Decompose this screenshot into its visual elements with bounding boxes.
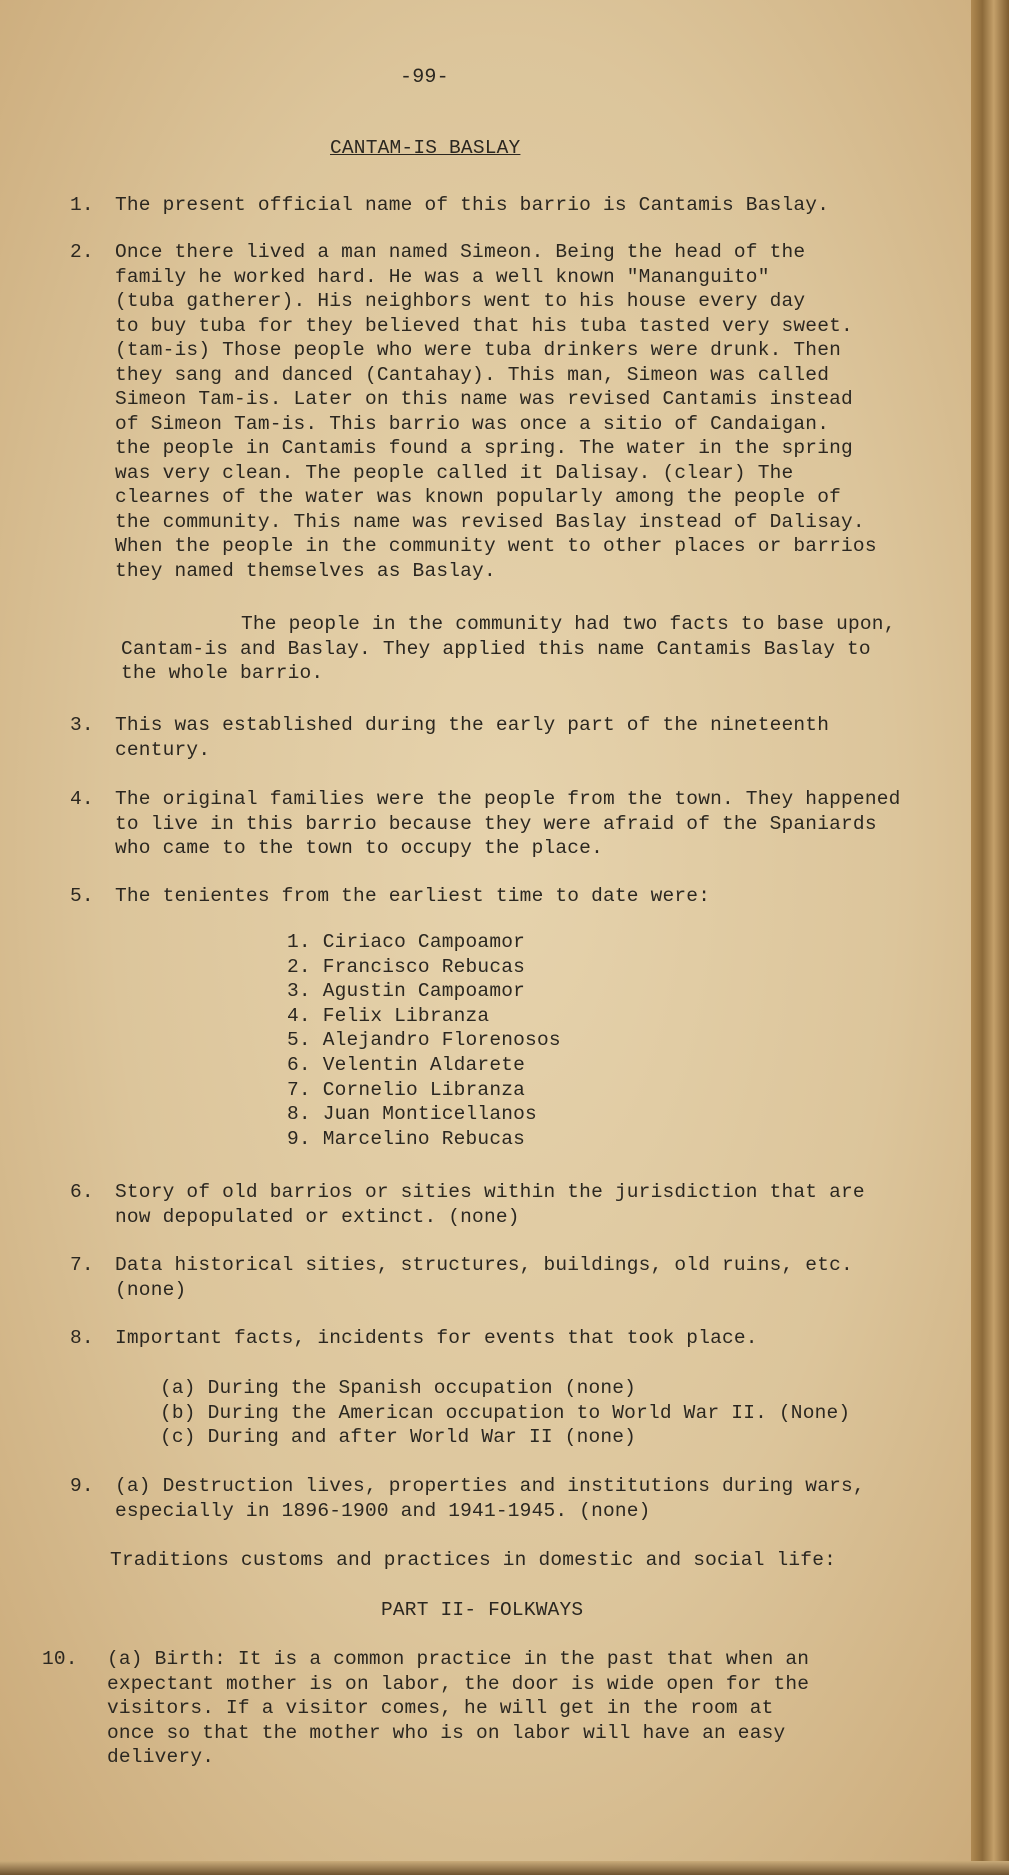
traditions-line: Traditions customs and practices in domestic and social life: <box>110 1549 837 1571</box>
teniente-entry: 2. Francisco Rebucas <box>287 955 526 978</box>
item-text: The original families were the people from the town. They happened to live in this barrio because they were afraid of the Spaniards who came to the town to occupy the place. <box>115 788 901 859</box>
item-number: 4. <box>70 788 94 810</box>
book-spine <box>971 0 1009 1875</box>
item-text: (a) Destruction lives, properties and institutions during wars, especially in 1896-1900 and 1941-1945. (none) <box>115 1475 865 1522</box>
teniente-entry: 7. Cornelio Libranza <box>287 1078 526 1101</box>
part-heading: PART II- FOLKWAYS <box>381 1599 584 1621</box>
page-bottom-edge <box>0 1861 1009 1875</box>
item-text: Data historical sities, structures, buildings, old ruins, etc. (none) <box>115 1254 853 1301</box>
item-number: 10. <box>42 1648 78 1670</box>
teniente-entry: 5. Alejandro Florenosos <box>287 1029 561 1052</box>
item-text: The tenientes from the earliest time to date were: <box>115 885 711 907</box>
item-text: (a) Birth: It is a common practice in the past that when an expectant mother is on labor, the door is wide open for the visitors. If a visitor comes, he will get in the room at once so that the mother who is on labor will have an easy delivery. <box>107 1648 810 1768</box>
teniente-entry: 1. Ciriaco Campoamor <box>287 931 526 953</box>
item-8-subitems: (a) During the Spanish occupation (none) (b) During the American occupation to World War II. (None) (c) During and after World War II (none) <box>160 1377 851 1448</box>
teniente-entry: 9. Marcelino Rebucas <box>287 1127 526 1150</box>
teniente-entry: 4. Felix Libranza <box>287 1004 490 1027</box>
page-title: CANTAM-IS BASLAY <box>330 137 521 159</box>
teniente-entry: 6. Velentin Aldarete <box>287 1053 526 1076</box>
item-number: 2. <box>70 241 94 263</box>
item-text: This was established during the early part of the nineteenth century. <box>115 714 830 761</box>
item-number: 8. <box>70 1327 94 1349</box>
item-text: Story of old barrios or sities within the jurisdiction that are now depopulated or extinct. (none) <box>115 1181 865 1228</box>
item-text: Once there lived a man named Simeon. Being the head of the family he worked hard. He was a well known "Mananguito" (tuba gatherer). His neighbors went to his house every day to buy tuba for they believed that his tuba tasted very sweet. (tam-is) Those people who were tuba drinkers were drunk. Then they sang and danced (Cantahay). This man, Simeon was called Simeon Tam-is. Later on this name was revised Cantamis instead of Simeon Tam-is. This barrio was once a sitio of Candaigan. the people in Cantamis found a spring. The water in the spring was very clean. The people called it Dalisay. (clear) The clearnes of the water was known popularly among the people of the community. This name was revised Baslay instead of Dalisay. When the people in the community went to other places or barrios they named themselves as Baslay. <box>115 241 877 582</box>
item-2-continuation: The people in the community had two facts to base upon, Cantam-is and Baslay. They applied this name Cantamis Baslay to the whole barrio. <box>121 613 896 684</box>
item-number: 5. <box>70 885 94 907</box>
page-number: -99- <box>400 66 449 89</box>
item-number: 3. <box>70 714 94 736</box>
item-number: 6. <box>70 1181 94 1203</box>
item-number: 9. <box>70 1475 94 1497</box>
item-text: Important facts, incidents for events that took place. <box>115 1327 758 1349</box>
item-number: 1. <box>70 194 94 216</box>
teniente-entry: 8. Juan Monticellanos <box>287 1103 537 1126</box>
teniente-entry: 3. Agustin Campoamor <box>287 980 526 1003</box>
tenientes-list <box>287 930 561 1151</box>
item-number: 7. <box>70 1254 94 1276</box>
item-text: The present official name of this barrio is Cantamis Baslay. <box>115 194 830 216</box>
